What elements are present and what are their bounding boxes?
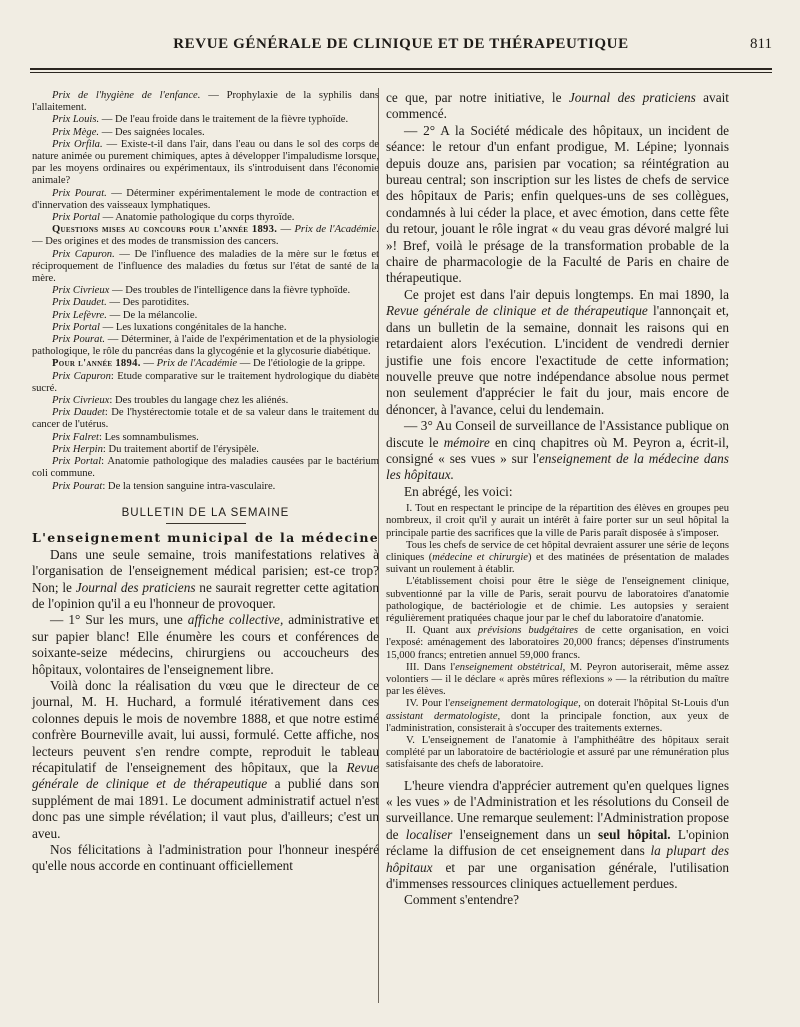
paragraph: En abrégé, les voici: [404,483,513,499]
prize-subject: — Les luxations congénitales de la hanche. [99,321,287,333]
prize-name: Prix Portal [52,456,102,468]
bulletin-conclusion [386,778,729,909]
paragraph: ce que, par notre initiative, le Journal des praticiens avait commencé. [386,90,729,122]
prize-subject: : Etude comparative sur le traitement hydrologique du diabète sucré. [32,370,380,394]
prize-subject: : Anatomie pathologique des maladies causées par le bactérium coli commune. [32,456,379,480]
prize-entry [32,371,379,395]
prize-name: Prix Portal [52,212,100,224]
paragraph: L'heure viendra d'apprécier autrement qu'en quelques lignes « les vues » de l'Administration et les résolutions du Conseil de surveillance. Une remarque seulement: l'Administration propose de localiser l'enseignement dans un seul hôpital. L'opinion réclame la diffusion de cet enseignement dans la plupart des hôpitaux et par une organisation générale, l'utilisation d'immenses ressources cliniques actuellement perdues. [386,777,729,892]
prize-name: Prix Pourat [52,480,103,492]
left-column [32,90,379,875]
questions-heading: Pour l'année 1894. [52,358,141,370]
prize-entry [32,188,379,212]
prize-entry [32,114,379,126]
prize-entry [32,249,379,286]
page-number: 811 [750,36,772,52]
prize-subject: — De l'influence des maladies de la mère sur le fœtus et réciproquement de l'influence des maladies du fœtus sur l'état de santé de la mère. [32,248,379,285]
bulletin-body-left [32,547,379,875]
bulletin-title: BULLETIN DE LA SEMAINE [121,506,290,519]
header-rule-thin [30,72,772,73]
prize-entry [32,285,379,297]
prize-subject: — De la mélancolie. [106,309,198,321]
prize-name: Prix Mège. [52,126,100,138]
prize-name: Prix Daudet. [52,297,107,309]
summary-item: V. L'enseignement de l'anatomie à l'amphithéâtre des hôpitaux serait complété par un laboratoire de bactériologie et assuré par une rémunération plus satisfaisante des chefs de laboratoire. [386,735,729,771]
prize-subject: — Des saignées locales. [99,126,205,138]
prize-name: Prix Daudet [52,407,105,419]
prize-entry [32,444,379,456]
running-title: REVUE GÉNÉRALE DE CLINIQUE ET DE THÉRAPEUTIQUE [173,36,629,52]
prize-entry [32,407,379,431]
prize-entry [32,432,379,444]
paragraph: — 1° Sur les murs, une affiche collective, administrative et sur papier blanc! Elle énumère les cours et conférences de soixante-seize médecins, chirurgiens ou accoucheurs des hôpitaux, volontaires de l'enseignement libre. [32,612,379,677]
prize-entry [32,297,379,309]
page-header [30,34,772,58]
prize-name: Prix Orfila. [52,138,103,150]
bulletin-rule [166,523,246,524]
emphasis-seul-hopital: seul hôpital. [598,826,671,842]
prize-entry [32,456,379,480]
prize-entry [32,310,379,322]
summary-item: IV. Pour l'enseignement dermatologique, on doterait l'hôpital St-Louis d'un assistant dermatologiste, dont la principale fonction, aux yeux de l'administration, consisterait à s'occuper des traitements externes. [386,698,729,734]
questions-1894: Pour l'année 1894. — Prix de l'Académie — De l'étiologie de la grippe. [52,358,366,370]
prize-entry [32,139,379,188]
prize-subject: : Des troubles du langage chez les aliénés. [109,395,289,407]
prize-name: Prix Civrieux [52,285,110,297]
prize-name: Prix Falret [52,431,99,443]
summary-item: Tous les chefs de service de cet hôpital devraient assurer une série de leçons cliniques (médecine et chirurgie) et des matinées de présentation de malades suivant un roulement à établir. [386,539,729,576]
prize-subject: : Du traitement abortif de l'érysipèle. [102,443,259,455]
summary-item: III. Dans l'enseignement obstétrical, M. Peyron autoriserait, même assez volontiers — il le déclare « après mûres réflexions » — la rétribution du maître par les élèves. [386,661,730,698]
paragraph: Nos félicitations à l'administration pour l'honneur inespéré qu'elle nous accorde en continuant officiellement [32,842,379,874]
prize-entry [32,127,379,139]
summary-item: L'établissement choisi pour être le siège de l'enseignement clinique, subventionné par la ville de Paris, serait pourvu de laboratoires d'anatomie pathologique, de bactériologie et de chimie. Les autopsies y seraient régulièrement pratiquées chaque jour par le chef du laboratoire d'anatomie. [386,576,729,624]
prize-name: Prix Civrieux [52,395,110,407]
closing-question: Comment s'entendre? [404,892,520,908]
prize-name: Prix Capuron [52,370,111,382]
prize-name: Prix Herpin [52,443,103,455]
prize-subject: — Prophylaxie de la syphilis dans l'allaitement. [32,90,379,114]
prize-subject: — Déterminer, à l'aide de l'expérimentation et de la physiologie pathologique, le rôle du pancréas dans la glycogénie et la glycosurie diabétique. [32,334,379,358]
paragraph: Ce projet est dans l'air depuis longtemps. En mai 1890, la Revue générale de clinique et de thérapeutique l'annonçait et, dans un bulletin de la semaine, donnait les raisons qui en retardaient alors l'exécution. L'incident de vendredi dernier justifie une fois encore l'exactitude de cette information; nouvelle preuve que notre indépendance absolue nous permet non seulement d'apprécier le fait du jour, mais encore de dénoncer, à l'avance, celui du lendemain. [386,286,729,417]
paragraph: Voilà donc la réalisation du vœu que le directeur de ce journal, M. H. Huchard, a formulé itérativement dans ces colonnes depuis le mois de novembre 1888, et que notre estimé confrère Bourneville avait, lui aussi, formulé. Cette affiche, nos lecteurs peuvent s'en rendre compte, reproduit le tableau récapitulatif de l'enseignement des hôpitaux, que la Revue générale de clinique et de thérapeutique a publié dans son supplément de mai 1891. Le document administratif actuel n'est donc pas une simple révélation; il vaut plus, d'ailleurs; c'est un aveu. [32,677,379,841]
prize-subject: — Des origines et des modes de transmission des cancers. [32,236,279,248]
prize-name: Prix de l'Académie. [294,224,379,236]
right-column [386,90,729,909]
paragraph: Dans une seule semaine, trois manifestations relatives à l'organisation de l'enseignement médical parisien; est-ce trop? Non; le Journal des praticiens ne saurait regretter cette agitation de l'opinion qu'il a eu l'honneur de provoquer. [32,546,380,611]
bulletin-body-right [386,90,729,500]
journal-title: Journal des praticiens [568,90,696,105]
prize-subject: — Déterminer expérimentalement le mode de contraction et d'innervation des vaisseaux lymphatiques. [32,187,379,211]
section-heading: L'enseignement municipal de la médecine [32,529,379,545]
prize-subject: — Existe-t-il dans l'air, dans l'eau ou dans le sol des corps de nature animée ou purement chimiques, aptes à développer l'impaludisme lorsque, par les moyens ordinaires ou expérimentaux, ils s'introduisent dans l'économie animale? [32,138,380,187]
prize-subject: : De l'hystérectomie totale et de sa valeur dans le traitement du cancer de l'utérus. [32,407,379,431]
prize-name: Prix Portal [52,321,100,333]
prize-name: Prix Pourat. [52,334,106,346]
prize-entry [32,90,379,114]
prize-subject: — Des parotidites. [106,297,190,309]
prize-subject: : Les somnambulismes. [98,431,199,443]
prize-entry [32,481,379,493]
journal-title: Revue générale de clinique et de thérapeutique [32,759,379,792]
prize-entry [32,322,379,334]
prize-subject: — De l'étiologie de la grippe. [237,358,366,370]
prize-name: Prix Pourat. [52,187,107,199]
prize-name: Prix de l'Académie [156,358,238,370]
questions-heading: Questions mises au concours pour l'année 1893. [52,224,278,236]
prize-name: Prix Lefèvre. [52,309,107,321]
prize-subject: — Anatomie pathologique du corps thyroïde. [99,212,295,224]
paragraph: — 2° A la Société médicale des hôpitaux, un incident de séance: le retour d'un enfant prodigue, M. Lépine; lyonnais depuis douze ans, parisien par vocation; sa réintégration au bureau central; son inscription sur les listes de chefs de service des hôpitaux de Paris; enfin quelques-uns de ses collègues, condamnés à lui céder la place, et avec émotion, dans cette fête du retour, jouant le rôle ingrat « du veau gras dévoré malgré lui »! Bref, voilà le présage de la transformation probable de la chaire de pharmacologie de la Faculté de Paris en chaire de thérapeutique. [386,122,729,286]
header-rule [30,68,772,70]
prize-name: Prix de l'hygiène de l'enfance. [52,90,201,101]
prize-entry [32,334,379,358]
questions-1893: Questions mises au concours pour l'année 1893. — Prix de l'Académie. — Des origines et des modes de transmission des cancers. [32,224,379,248]
prize-subject: : De la tension sanguine intra-vasculaire. [102,480,276,492]
prize-list-1892 [32,90,379,493]
summary-item: I. Tout en respectant le principe de la répartition des élèves en groupes peu nombreux, il croit qu'il y aurait un intérêt à faire porter sur un seul hôpital la principale partie des sacrifices que la ville de Paris paraît disposée à s'imposer. [386,503,729,539]
journal-title: Journal des praticiens [75,579,196,595]
paragraph: — 3° Au Conseil de surveillance de l'Assistance publique on discute le mémoire en cinq chapitres où M. Peyron a, écrit-il, consigné « ses vues » sur l'enseignement de la médecine dans les hôpitaux. [386,418,729,483]
memoire-summary [386,503,729,771]
prize-entry [32,212,379,224]
prize-name: Prix Capuron. [52,248,115,260]
prize-entry [32,395,379,407]
summary-item: II. Quant aux prévisions budgétaires de cette organisation, en voici l'exposé: aménagement des laboratoires 20,000 francs; dépenses d'instruments 15,000 francs; entretien annuel 59,000 francs. [386,625,729,661]
prize-subject: — De l'eau froide dans le traitement de la fièvre typhoïde. [99,114,349,126]
prize-name: Prix Louis. [52,114,100,126]
journal-title: Revue générale de clinique et de thérapeutique [386,303,648,319]
prize-subject: — Des troubles de l'intelligence dans la fièvre typhoïde. [109,285,351,297]
